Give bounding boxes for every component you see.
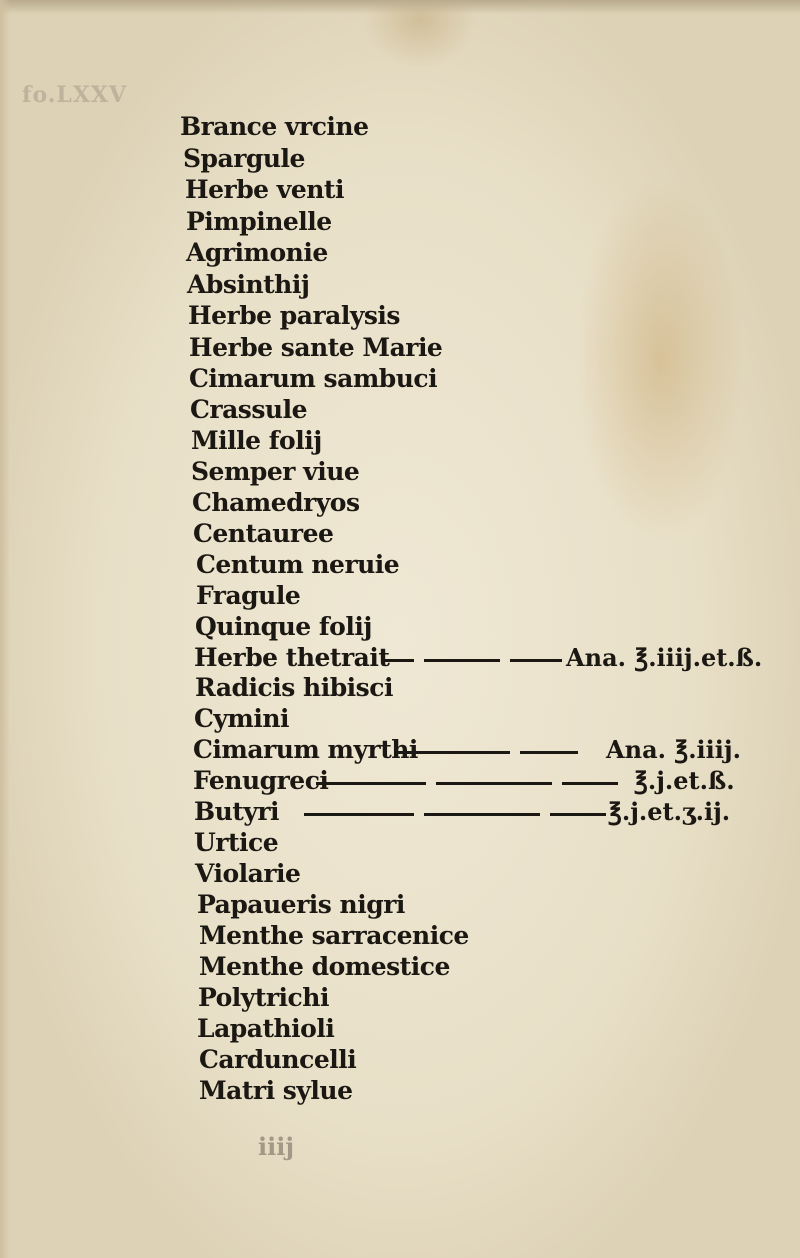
entry-24: Urtice <box>194 828 279 857</box>
entry-21: Cimarum myrthi <box>193 735 418 764</box>
rule-line <box>384 659 414 662</box>
rule-line <box>398 751 510 754</box>
entry-27: Menthe sarracenice <box>199 921 469 950</box>
entry-9: Cimarum sambuci <box>189 364 438 393</box>
signature-mark: iiij <box>258 1132 295 1161</box>
entry-28: Menthe domestice <box>199 952 450 981</box>
amount-herbe-thetrait: Ana. ℥.iiij.et.ß. <box>566 643 763 672</box>
rule-line <box>424 813 540 816</box>
entry-6: Absinthij <box>187 270 310 299</box>
rule-line <box>436 782 552 785</box>
folio-number: fo.LXXV <box>22 82 128 108</box>
entry-30: Lapathioli <box>197 1014 335 1043</box>
entry-26: Papaueris nigri <box>197 890 405 919</box>
show-through-line <box>508 100 575 129</box>
entry-17: Quinque folij <box>195 612 372 641</box>
entry-18: Herbe thetrait <box>194 643 390 672</box>
amount-cimarum-myrthi: Ana. ℥.iiij. <box>606 735 741 764</box>
entry-16: Fragule <box>196 581 301 610</box>
show-through-line <box>555 845 601 871</box>
entry-4: Pimpinelle <box>186 207 332 236</box>
rule-line <box>304 813 414 816</box>
rule-line <box>424 659 500 662</box>
entry-23: Butyri <box>194 797 280 826</box>
entry-7: Herbe paralysis <box>188 301 401 330</box>
entry-25: Violarie <box>195 859 301 888</box>
entry-29: Polytrichi <box>198 983 329 1012</box>
entry-19: Radicis hibisci <box>195 673 393 702</box>
entry-13: Chamedryos <box>192 488 360 517</box>
page-top-edge <box>0 0 800 14</box>
entry-1: Brance vrcine <box>180 112 369 141</box>
entry-20: Cymini <box>194 704 290 733</box>
entry-8: Herbe sante Marie <box>189 333 443 362</box>
entry-5: Agrimonie <box>186 238 328 267</box>
rule-line <box>316 782 426 785</box>
rule-line <box>520 751 578 754</box>
entry-14: Centauree <box>193 519 334 548</box>
entry-11: Mille folij <box>191 426 322 455</box>
amount-butyri: ℥.j.et.ʒ.ij. <box>608 797 731 826</box>
amount-fenugreci: ℥.j.et.ß. <box>634 766 735 795</box>
entry-10: Crassule <box>190 395 307 424</box>
rule-line <box>550 813 606 816</box>
entry-2: Spargule <box>183 144 305 173</box>
page-left-edge <box>0 0 10 1258</box>
entry-3: Herbe venti <box>185 175 344 204</box>
entry-22: Fenugreci <box>193 766 329 795</box>
entry-31: Carduncelli <box>199 1045 357 1074</box>
entry-32: Matri sylue <box>199 1076 353 1105</box>
entry-15: Centum neruie <box>196 550 400 579</box>
entry-12: Semper viue <box>191 457 360 486</box>
rule-line <box>562 782 618 785</box>
rule-line <box>510 659 562 662</box>
